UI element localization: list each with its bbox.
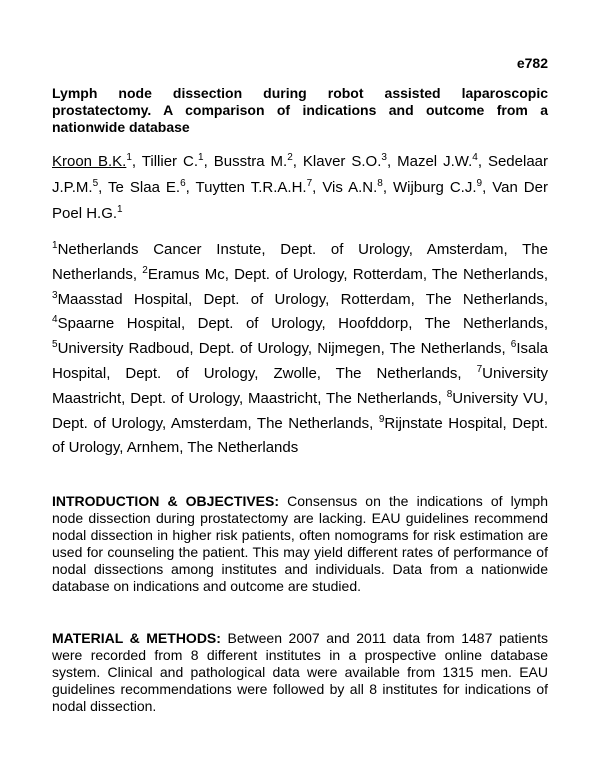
section-body: Consensus on the indications of lymph node dissection during prostatectomy are lacking. EAU guidelines recommend nodal dissection in higher risk patients, often nomograms for risk estimation are used for counseling the patient. This may yield different rates of performance of nodal dissections among institutes and individuals. Data from a nationwide database on indications and outcome are studied.: [52, 493, 548, 594]
author-affiliation-number: 5: [92, 178, 99, 189]
abstract-title: Lymph node dissection during robot assisted laparoscopic prostatectomy. A comparison of indications and outcome from a nationwide database: [52, 85, 548, 135]
author: Sedelaar J.P.M.$^5$,: [52, 153, 548, 196]
author-affiliation-number: 4: [472, 152, 478, 163]
author-affiliation-number: 1: [198, 152, 204, 163]
author-affiliation-number: 8: [377, 178, 383, 189]
affiliation-text: Netherlands Cancer Instute, Dept. of Urology, Amsterdam, The Netherlands,: [52, 241, 548, 283]
affiliation-number: 9: [378, 413, 385, 425]
affiliation: [52, 340, 511, 357]
affiliation-text: Rijnstate Hospital, Dept. of Urology, Arnhem, The Netherlands: [52, 414, 549, 457]
author: Mazel J.W.$^4$,: [397, 152, 488, 170]
author-affiliation-number: 7: [306, 178, 313, 189]
author-affiliation-number: 2: [287, 152, 293, 163]
author-name: Tuytten T.R.A.H.: [195, 179, 307, 196]
section-body: Between 2007 and 2011 data from 1487 patients were recorded from 8 different institutes in a prospective online database system. Clinical and pathological data were available from 1315 men. EAU guidelines recommendations were followed by all 8 institutes for indications of nodal dissection.: [52, 630, 548, 714]
author: Wijburg C.J.$^9$,: [392, 178, 493, 196]
author-name: Klaver S.O.: [302, 153, 382, 170]
author-name: Sedelaar J.P.M.: [52, 153, 548, 196]
introduction-section: [52, 493, 548, 595]
affiliation-text: Spaarne Hospital, Dept. of Urology, Hoofddorp, The Netherlands,: [57, 315, 548, 333]
author: Te Slaa E.$^6$,: [108, 178, 196, 196]
author-name: Busstra M.: [213, 153, 288, 170]
affiliation-number: 3: [52, 289, 58, 301]
section-heading: MATERIAL & METHODS:: [52, 630, 221, 646]
author-name: Mazel J.W.: [397, 153, 473, 170]
author: Tuytten T.R.A.H.$^7$,: [195, 178, 323, 196]
affiliation: [52, 291, 548, 308]
affiliation-text: Maasstad Hospital, Dept. of Urology, Rotterdam, The Netherlands,: [57, 290, 548, 308]
author: Tillier C.$^1$,: [141, 152, 214, 170]
affiliation-number: 1: [52, 240, 58, 251]
author-name: Te Slaa E.: [108, 179, 181, 196]
author-list: [52, 149, 548, 227]
section-heading: INTRODUCTION & OBJECTIVES:: [52, 493, 280, 509]
author-name: Kroon B.K.: [52, 153, 127, 170]
affiliation: [142, 266, 548, 283]
affiliation: [52, 315, 548, 332]
author-name: Tillier C.: [141, 153, 199, 170]
affiliation-text: University Maastricht, Dept. of Urology, Maastricht, The Netherlands,: [52, 364, 548, 407]
page-number: e782: [516, 55, 548, 71]
author-name: Wijburg C.J.: [392, 179, 477, 196]
affiliation-number: 6: [510, 339, 517, 351]
author-affiliation-number: 1: [126, 152, 132, 163]
affiliation-number: 7: [476, 363, 483, 375]
affiliation-text: Eramus Mc, Dept. of Urology, Rotterdam, The Netherlands,: [147, 265, 549, 283]
affiliation-text: University Radboud, Dept. of Urology, Nijmegen, The Netherlands,: [57, 340, 511, 358]
affiliation-number: 8: [446, 388, 453, 400]
author-name: Vis A.N.: [322, 179, 378, 196]
author: Kroon B.K.$^1$,: [52, 152, 142, 170]
affiliation-number: 5: [52, 339, 58, 351]
methods-section: [52, 630, 548, 715]
affiliation-list: [52, 238, 548, 461]
author-affiliation-number: 3: [381, 152, 387, 163]
author-affiliation-number: 6: [180, 178, 186, 189]
author: Vis A.N.$^8$,: [322, 178, 393, 196]
author: Busstra M.$^2$,: [213, 152, 303, 170]
author-affiliation-number: 9: [476, 178, 483, 189]
affiliation-text: University VU, Dept. of Urology, Amsterdam, The Netherlands,: [52, 389, 548, 432]
affiliation-number: 4: [52, 314, 58, 326]
affiliation-text: Isala Hospital, Dept. of Urology, Zwolle, The Netherlands,: [52, 340, 548, 382]
author-name: Van Der Poel H.G.: [52, 179, 548, 222]
affiliation-number: 2: [142, 264, 148, 276]
author-affiliation-number: 1: [117, 204, 123, 215]
author: Klaver S.O.$^3$,: [302, 152, 398, 170]
